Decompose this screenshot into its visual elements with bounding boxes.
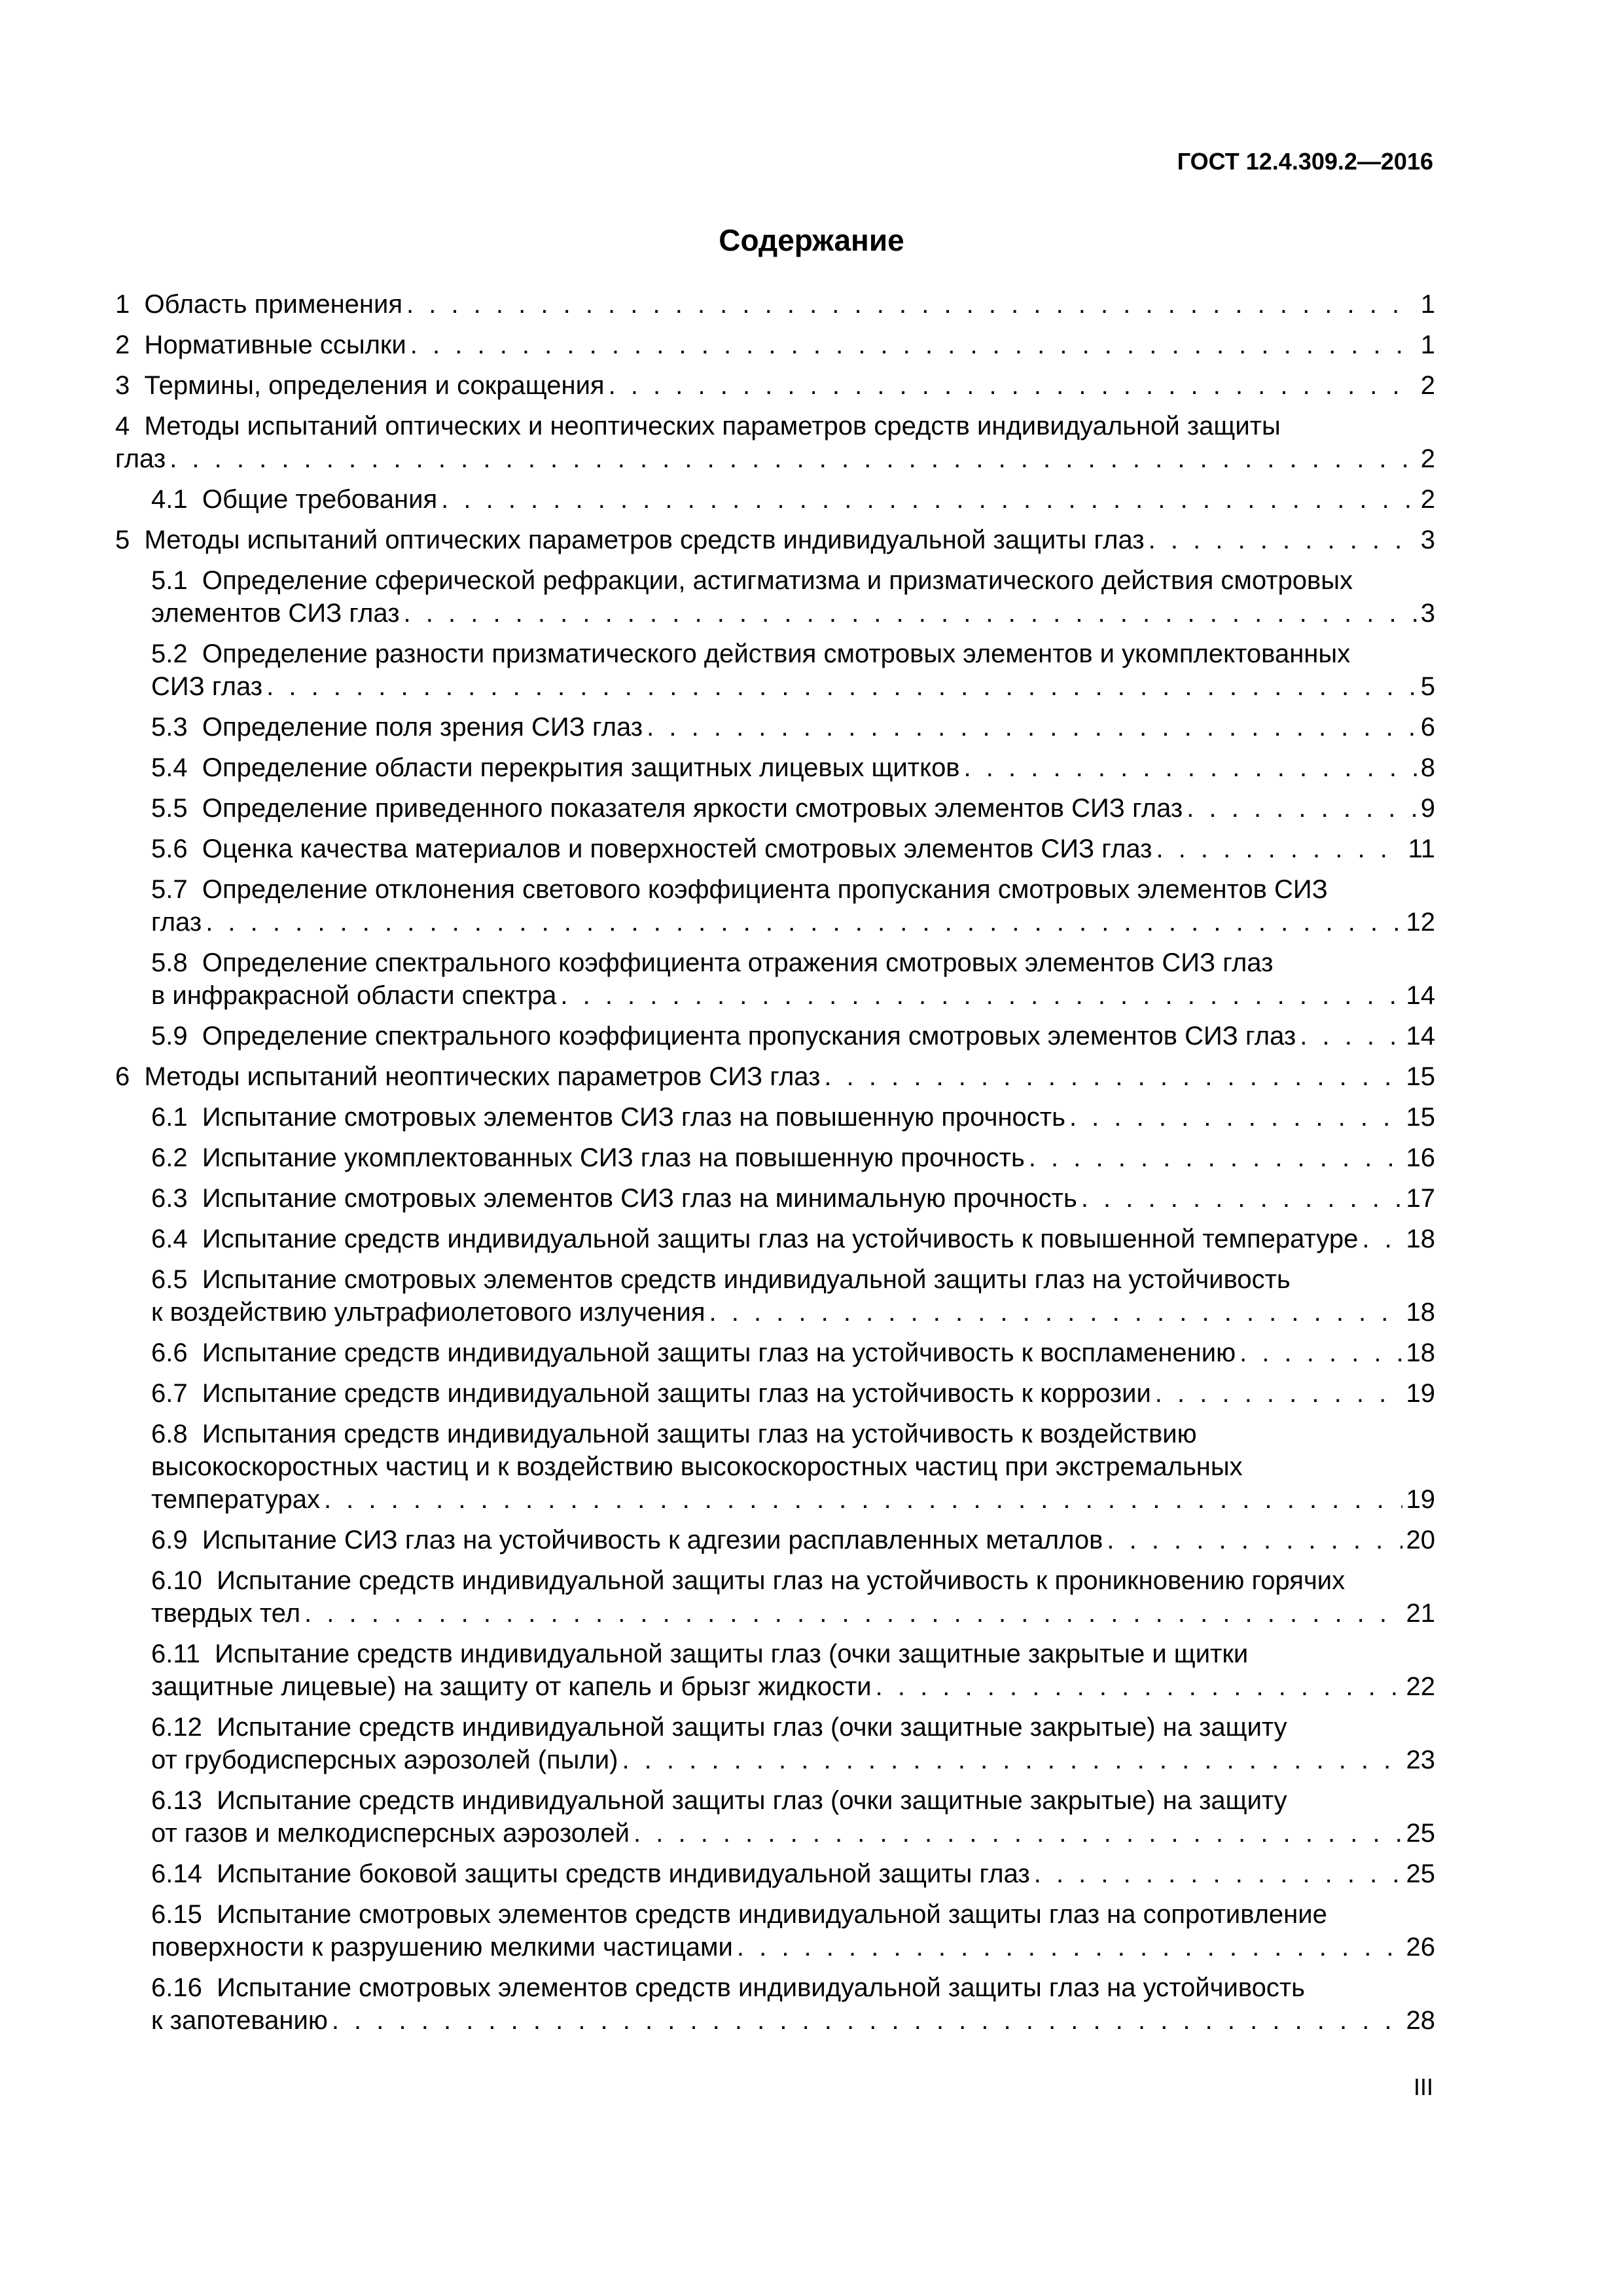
dot-leader — [1149, 524, 1417, 556]
toc-entry[interactable] — [115, 564, 1435, 630]
toc-entry-title-line2: глаз — [151, 908, 202, 937]
toc-entry-title: Нормативные ссылки — [144, 331, 406, 359]
toc-entry-title: Методы испытаний оптических параметров средств индивидуальной защиты глаз — [144, 526, 1145, 554]
dot-leader — [560, 979, 1402, 1012]
toc-entry-number: 4.1 — [151, 485, 188, 514]
toc-entry-title: Испытание смотровых элементов СИЗ глаз на минимальную прочность — [202, 1184, 1077, 1213]
toc-entry-page: 25 — [1406, 1819, 1435, 1848]
toc-entry-number: 6.12 — [151, 1713, 202, 1742]
toc-entry-number: 6.1 — [151, 1103, 188, 1132]
toc-entry-page: 8 — [1420, 753, 1435, 782]
toc-entry-number: 6.16 — [151, 1973, 202, 2002]
toc-entry-page: 14 — [1406, 981, 1435, 1010]
dot-leader — [609, 369, 1417, 402]
toc-entry-title: Определение спектрального коэффициента пропускания смотровых элементов СИЗ глаз — [202, 1022, 1296, 1050]
toc-entry-title-line2: от грубодисперсных аэрозолей (пыли) — [151, 1746, 618, 1774]
toc-entry-title: Определение поля зрения СИЗ глаз — [202, 713, 643, 742]
toc-entry-page: 6 — [1420, 713, 1435, 742]
toc-entry-title-line2: твердых тел — [151, 1599, 301, 1628]
toc-entry[interactable] — [115, 751, 1435, 784]
toc-entry-page: 17 — [1406, 1184, 1435, 1213]
toc-entry-page: 2 — [1420, 485, 1435, 514]
dot-leader — [304, 1597, 1402, 1630]
standard-code: ГОСТ 12.4.309.2—2016 — [1177, 148, 1433, 175]
toc-entry-page: 18 — [1406, 1298, 1435, 1327]
toc-entry-page: 5 — [1420, 672, 1435, 701]
toc-entry-page: 2 — [1420, 371, 1435, 400]
toc-entry-title-line2: глаз — [115, 444, 166, 473]
toc-entry-title-line2: СИЗ глаз — [151, 672, 263, 701]
toc-entry-title: Термины, определения и сокращения — [144, 371, 605, 400]
toc-entry-number: 6.3 — [151, 1184, 188, 1213]
toc-entry[interactable] — [115, 483, 1435, 516]
dot-leader — [324, 1483, 1402, 1516]
dot-leader — [1156, 833, 1404, 865]
toc-entry[interactable] — [115, 833, 1435, 865]
toc-entry-title-line2: к воздействию ультрафиолетового излучения — [151, 1298, 705, 1327]
toc-entry[interactable] — [115, 1263, 1435, 1329]
toc-entry-page: 15 — [1406, 1062, 1435, 1091]
dot-leader — [824, 1060, 1402, 1093]
toc-entry[interactable] — [115, 1101, 1435, 1134]
toc-entry-title: Испытание боковой защиты средств индивидуальной защиты глаз — [217, 1859, 1030, 1888]
dot-leader — [876, 1670, 1402, 1703]
dot-leader — [1107, 1524, 1402, 1556]
toc-entry[interactable] — [115, 1336, 1435, 1369]
toc-entry[interactable] — [115, 1857, 1435, 1890]
toc-entry[interactable] — [115, 1711, 1435, 1776]
dot-leader — [441, 483, 1417, 516]
toc-entry-number: 5.4 — [151, 753, 188, 782]
toc-entry-page: 26 — [1406, 1933, 1435, 1962]
toc-entry-title: Область применения — [144, 290, 402, 319]
toc-entry[interactable] — [115, 524, 1435, 556]
dot-leader — [1240, 1336, 1402, 1369]
toc-entry[interactable] — [115, 1060, 1435, 1093]
toc-entry-title-line1: Определение спектрального коэффициента отражения смотровых элементов СИЗ глаз — [202, 948, 1274, 977]
toc-entry-title-line1: Испытание смотровых элементов средств индивидуальной защиты глаз на сопротивление — [217, 1900, 1327, 1929]
toc-entry-page: 22 — [1406, 1672, 1435, 1701]
toc-entry-page: 28 — [1406, 2006, 1435, 2035]
toc-entry-number: 1 — [115, 290, 130, 319]
toc-entry-number: 5.8 — [151, 948, 188, 977]
table-of-contents — [115, 288, 1435, 2045]
page-number: III — [1413, 2073, 1433, 2100]
toc-entry-title-line1: Определение сферической рефракции, астигматизма и призматического действия смотровых — [202, 566, 1353, 595]
toc-entry[interactable] — [115, 1898, 1435, 1964]
toc-entry-title-line1: Испытание средств индивидуальной защиты глаз (очки защитные закрытые) на защиту — [217, 1786, 1287, 1815]
dot-leader — [332, 2004, 1402, 2037]
toc-entry-page: 9 — [1420, 794, 1435, 823]
toc-entry-page: 19 — [1406, 1485, 1435, 1514]
toc-entry-title: Определение области перекрытия защитных лицевых щитков — [202, 753, 960, 782]
toc-entry-title-line2: поверхности к разрушению мелкими частицами — [151, 1933, 733, 1962]
toc-entry-title-line1: Испытание средств индивидуальной защиты глаз (очки защитные закрытые и щитки — [215, 1640, 1249, 1668]
dot-leader — [205, 906, 1402, 939]
toc-entry-page: 11 — [1408, 834, 1435, 863]
dot-leader — [737, 1931, 1402, 1964]
dot-leader — [633, 1817, 1402, 1850]
dot-leader — [410, 329, 1417, 361]
toc-entry-title-line1: Методы испытаний оптических и неоптических параметров средств индивидуальной защиты — [144, 412, 1281, 440]
toc-entry-number: 6.4 — [151, 1225, 188, 1253]
dot-leader — [647, 711, 1417, 744]
toc-entry[interactable] — [115, 1377, 1435, 1410]
toc-entry-title: Общие требования — [202, 485, 438, 514]
toc-entry[interactable] — [115, 1524, 1435, 1556]
toc-entry-title-line1: Испытание смотровых элементов средств индивидуальной защиты глаз на устойчивость — [217, 1973, 1306, 2002]
dot-leader — [964, 751, 1417, 784]
toc-entry-title-line1b: высокоскоростных частиц и к воздействию высокоскоростных частиц при экстремальных — [151, 1452, 1243, 1481]
toc-entry-number: 6.11 — [151, 1640, 200, 1668]
toc-entry-page: 3 — [1420, 526, 1435, 554]
toc-entry[interactable] — [115, 1223, 1435, 1255]
toc-entry-title: Испытание средств индивидуальной защиты глаз на устойчивость к воспламенению — [202, 1338, 1236, 1367]
toc-entry[interactable] — [115, 1020, 1435, 1052]
toc-entry-title-line1: Определение отклонения светового коэффициента пропускания смотровых элементов СИЗ — [202, 875, 1328, 904]
toc-entry-number: 4 — [115, 412, 130, 440]
dot-leader — [1069, 1101, 1402, 1134]
toc-entry[interactable] — [115, 1564, 1435, 1630]
toc-entry-page: 2 — [1420, 444, 1435, 473]
toc-entry-page: 14 — [1406, 1022, 1435, 1050]
dot-leader — [1362, 1223, 1402, 1255]
toc-entry-title: Оценка качества материалов и поверхностей смотровых элементов СИЗ глаз — [202, 834, 1152, 863]
toc-entry-page: 18 — [1406, 1338, 1435, 1367]
toc-entry-number: 5.5 — [151, 794, 188, 823]
toc-entry[interactable] — [115, 288, 1435, 321]
toc-entry-number: 5.1 — [151, 566, 188, 595]
toc-entry-page: 1 — [1420, 290, 1435, 319]
toc-entry-number: 2 — [115, 331, 130, 359]
toc-entry-number: 6.13 — [151, 1786, 202, 1815]
dot-leader — [1081, 1182, 1402, 1215]
toc-entry-page: 3 — [1420, 599, 1435, 628]
toc-entry-title: Испытание смотровых элементов СИЗ глаз на повышенную прочность — [202, 1103, 1065, 1132]
toc-entry-title-line2: температурах — [151, 1485, 320, 1514]
toc-entry-number: 5.2 — [151, 639, 188, 668]
toc-entry-title-line2: элементов СИЗ глаз — [151, 599, 400, 628]
toc-entry[interactable] — [115, 369, 1435, 402]
toc-entry-title-line2: от газов и мелкодисперсных аэрозолей — [151, 1819, 630, 1848]
toc-entry-title: Испытание СИЗ глаз на устойчивость к адгезии расплавленных металлов — [202, 1526, 1103, 1554]
toc-entry-number: 6.14 — [151, 1859, 202, 1888]
dot-leader — [709, 1296, 1402, 1329]
toc-entry-number: 6.7 — [151, 1379, 188, 1408]
toc-entry[interactable] — [115, 792, 1435, 825]
toc-entry[interactable] — [115, 1418, 1435, 1516]
toc-entry-number: 6.9 — [151, 1526, 188, 1554]
toc-entry-title-line1: Испытание средств индивидуальной защиты глаз на устойчивость к проникновению горячих — [217, 1566, 1346, 1595]
toc-entry-title-line1: Испытание средств индивидуальной защиты глаз (очки защитные закрытые) на защиту — [217, 1713, 1287, 1742]
toc-entry[interactable] — [115, 1182, 1435, 1215]
toc-entry-number: 5 — [115, 526, 130, 554]
toc-entry[interactable] — [115, 410, 1435, 475]
toc-entry-number: 6.2 — [151, 1143, 188, 1172]
toc-entry-number: 6.15 — [151, 1900, 202, 1929]
dot-leader — [406, 288, 1417, 321]
dot-leader — [1034, 1857, 1402, 1890]
toc-entry[interactable] — [115, 711, 1435, 744]
toc-entry[interactable] — [115, 1784, 1435, 1850]
toc-entry-title: Испытание средств индивидуальной защиты глаз на устойчивость к коррозии — [202, 1379, 1151, 1408]
toc-entry-page: 19 — [1406, 1379, 1435, 1408]
toc-entry-page: 15 — [1406, 1103, 1435, 1132]
toc-entry-page: 18 — [1406, 1225, 1435, 1253]
dot-leader — [404, 597, 1417, 630]
toc-entry-title-line1: Определение разности призматического действия смотровых элементов и укомплектованных — [202, 639, 1351, 668]
toc-entry[interactable] — [115, 946, 1435, 1012]
toc-entry[interactable] — [115, 1971, 1435, 2037]
dot-leader — [1186, 792, 1416, 825]
toc-entry-title-line2: защитные лицевые) на защиту от капель и брызг жидкости — [151, 1672, 872, 1701]
toc-entry-page: 23 — [1406, 1746, 1435, 1774]
toc-entry-title: Испытание средств индивидуальной защиты глаз на устойчивость к повышенной температуре — [202, 1225, 1359, 1253]
toc-entry-number: 5.7 — [151, 875, 188, 904]
toc-entry-title: Испытание укомплектованных СИЗ глаз на повышенную прочность — [202, 1143, 1025, 1172]
dot-leader — [266, 670, 1417, 703]
toc-entry-page: 25 — [1406, 1859, 1435, 1888]
toc-entry-page: 1 — [1420, 331, 1435, 359]
toc-entry-number: 5.6 — [151, 834, 188, 863]
toc-entry-number: 6.6 — [151, 1338, 188, 1367]
toc-entry[interactable] — [115, 873, 1435, 939]
toc-entry[interactable] — [115, 329, 1435, 361]
toc-entry-page: 20 — [1406, 1526, 1435, 1554]
toc-entry[interactable] — [115, 637, 1435, 703]
toc-entry-number: 5.9 — [151, 1022, 188, 1050]
toc-entry-number: 3 — [115, 371, 130, 400]
toc-entry-title-line1: Испытания средств индивидуальной защиты глаз на устойчивость к воздействию — [202, 1420, 1197, 1448]
toc-entry[interactable] — [115, 1638, 1435, 1703]
dot-leader — [1155, 1377, 1402, 1410]
toc-entry-number: 6 — [115, 1062, 130, 1091]
dot-leader — [169, 442, 1417, 475]
dot-leader — [1300, 1020, 1402, 1052]
toc-entry-title-line2: к запотеванию — [151, 2006, 328, 2035]
page-title: Содержание — [719, 223, 904, 257]
toc-entry-number: 6.10 — [151, 1566, 202, 1595]
toc-entry-number: 6.8 — [151, 1420, 188, 1448]
dot-leader — [622, 1744, 1402, 1776]
toc-entry-page: 21 — [1406, 1599, 1435, 1628]
toc-entry[interactable] — [115, 1141, 1435, 1174]
toc-entry-title-line2: в инфракрасной области спектра — [151, 981, 557, 1010]
toc-entry-number: 6.5 — [151, 1265, 188, 1294]
toc-entry-page: 16 — [1406, 1143, 1435, 1172]
toc-entry-page: 12 — [1406, 908, 1435, 937]
toc-entry-title: Определение приведенного показателя яркости смотровых элементов СИЗ глаз — [202, 794, 1183, 823]
toc-entry-number: 5.3 — [151, 713, 188, 742]
toc-entry-title-line1: Испытание смотровых элементов средств индивидуальной защиты глаз на устойчивость — [202, 1265, 1291, 1294]
toc-entry-title: Методы испытаний неоптических параметров СИЗ глаз — [144, 1062, 821, 1091]
dot-leader — [1029, 1141, 1402, 1174]
